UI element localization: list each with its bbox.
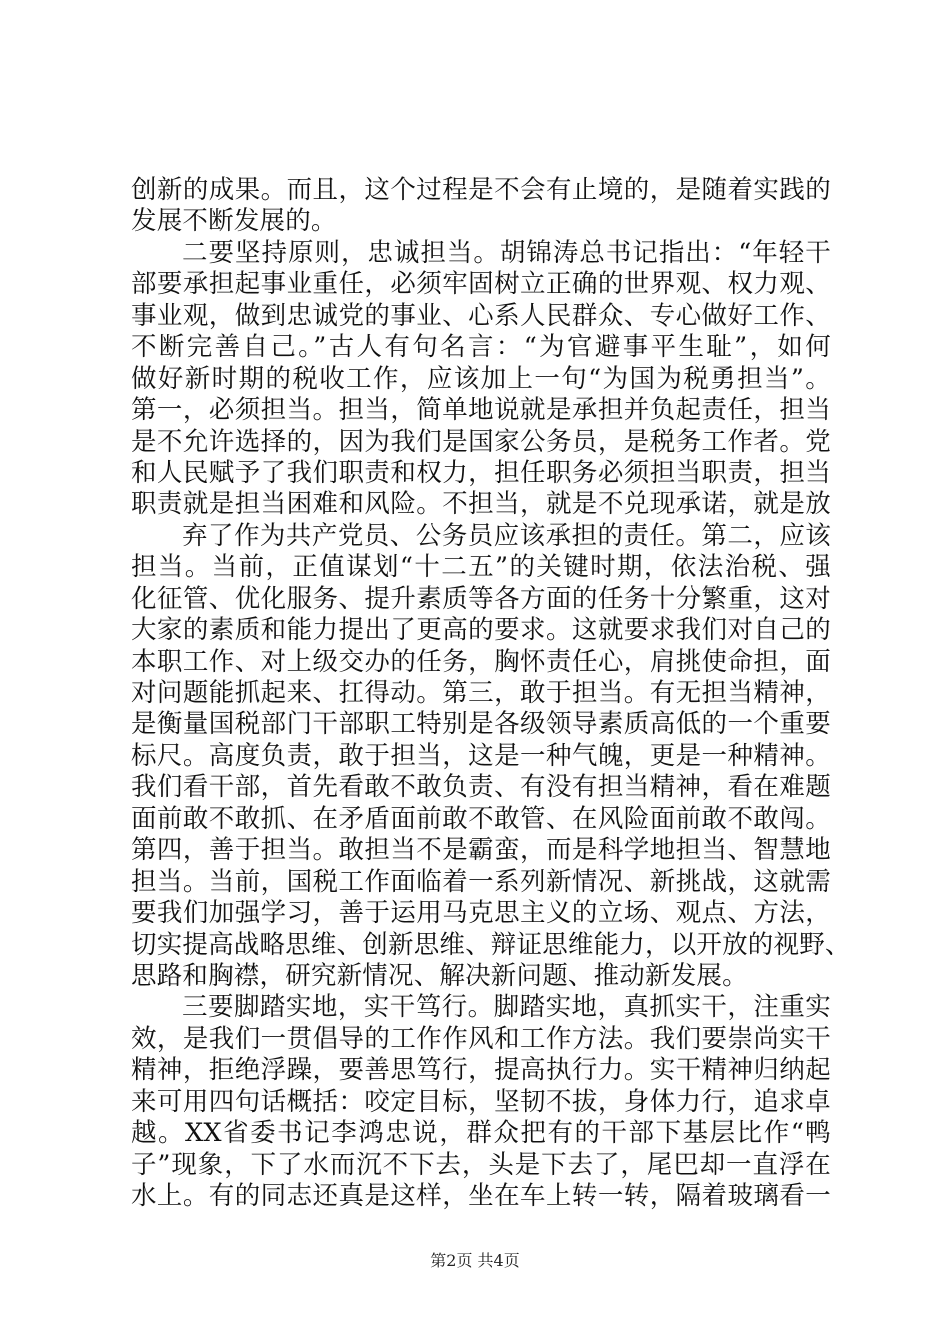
text-line-9: 是不允许选择的，因为我们是国家公务员，是税务工作者。党	[131, 426, 831, 457]
text-line-22: 第四，善于担当。敢担当不是霸蛮，而是科学地担当、智慧地	[131, 835, 831, 866]
text-line-18: 是衡量国税部门干部职工特别是各级领导素质高低的一个重要	[131, 709, 831, 740]
text-line-6: 不断完善自己。”古人有句名言：“为官避事平生耻”，如何	[131, 332, 831, 363]
text-line-26: 思路和胸襟，研究新情况、解决新问题、推动新发展。	[131, 960, 748, 991]
text-line-16: 本职工作、对上级交办的任务，胸怀责任心，肩挑使命担，面	[131, 646, 831, 677]
page-number: 第2页 共4页	[430, 1251, 520, 1270]
text-line-5: 事业观，做到忠诚党的事业、心系人民群众、专心做好工作、	[131, 300, 831, 331]
text-line-24: 要我们加强学习，善于运用马克思主义的立场、观点、方法，	[131, 898, 831, 929]
text-line-13: 担当。当前，正值谋划“十二五”的关键时期，依法治税、强	[131, 552, 831, 583]
text-line-30: 来可用四句话概括：咬定目标，坚韧不拔，身体力行，追求卓	[131, 1086, 831, 1117]
text-line-33: 水上。有的同志还真是这样，坐在车上转一转，隔着玻璃看一	[131, 1181, 831, 1211]
text-line-21: 面前敢不敢抓、在矛盾面前敢不敢管、在风险面前敢不敢闯。	[131, 803, 831, 834]
text-line-7: 做好新时期的税收工作，应该加上一句“为国为税勇担当”。	[131, 363, 831, 394]
text-line-3: 二要坚持原则，忠诚担当。胡锦涛总书记指出：“年轻干	[182, 237, 831, 268]
text-line-27: 三要脚踏实地，实干笃行。脚踏实地，真抓实干，注重实	[182, 992, 831, 1023]
text-line-10: 和人民赋予了我们职责和权力，担任职务必须担当职责，担当	[131, 457, 831, 488]
text-line-11: 职责就是担当困难和风险。不担当，就是不兑现承诺，就是放	[131, 489, 831, 520]
text-line-25: 切实提高战略思维、创新思维、辩证思维能力，以开放的视野、	[131, 929, 851, 960]
text-line-23: 担当。当前，国税工作面临着一系列新情况、新挑战，这就需	[131, 866, 831, 897]
text-line-20: 我们看干部，首先看敢不敢负责、有没有担当精神，看在难题	[131, 772, 831, 803]
document-body	[131, 175, 851, 1212]
text-line-1: 创新的成果。而且，这个过程是不会有止境的，是随着实践的	[131, 175, 831, 205]
text-line-8: 第一，必须担当。担当，简单地说就是承担并负起责任，担当	[131, 395, 831, 426]
text-line-31: 越。XX省委书记李鸿忠说，群众把有的干部下基层比作“鸭	[131, 1118, 831, 1149]
text-line-15: 大家的素质和能力提出了更高的要求。这就要求我们对自己的	[131, 615, 831, 646]
text-line-2: 发展不断发展的。	[131, 206, 337, 237]
text-line-19: 标尺。高度负责，敢于担当，这是一种气魄，更是一种精神。	[131, 740, 831, 771]
text-line-12: 弃了作为共产党员、公务员应该承担的责任。第二，应该	[182, 520, 831, 551]
text-line-32: 子”现象，下了水而沉不下去，头是下去了，尾巴却一直浮在	[131, 1149, 831, 1180]
text-line-4: 部要承担起事业重任，必须牢固树立正确的世界观、权力观、	[131, 269, 831, 300]
text-line-17: 对问题能抓起来、扛得动。第三，敢于担当。有无担当精神，	[131, 678, 831, 708]
text-line-28: 效，是我们一贯倡导的工作作风和工作方法。我们要崇尚实干	[131, 1023, 831, 1054]
text-line-29: 精神，拒绝浮躁，要善思笃行，提高执行力。实干精神归纳起	[131, 1055, 831, 1086]
text-line-14: 化征管、优化服务、提升素质等各方面的任务十分繁重，这对	[131, 583, 831, 614]
